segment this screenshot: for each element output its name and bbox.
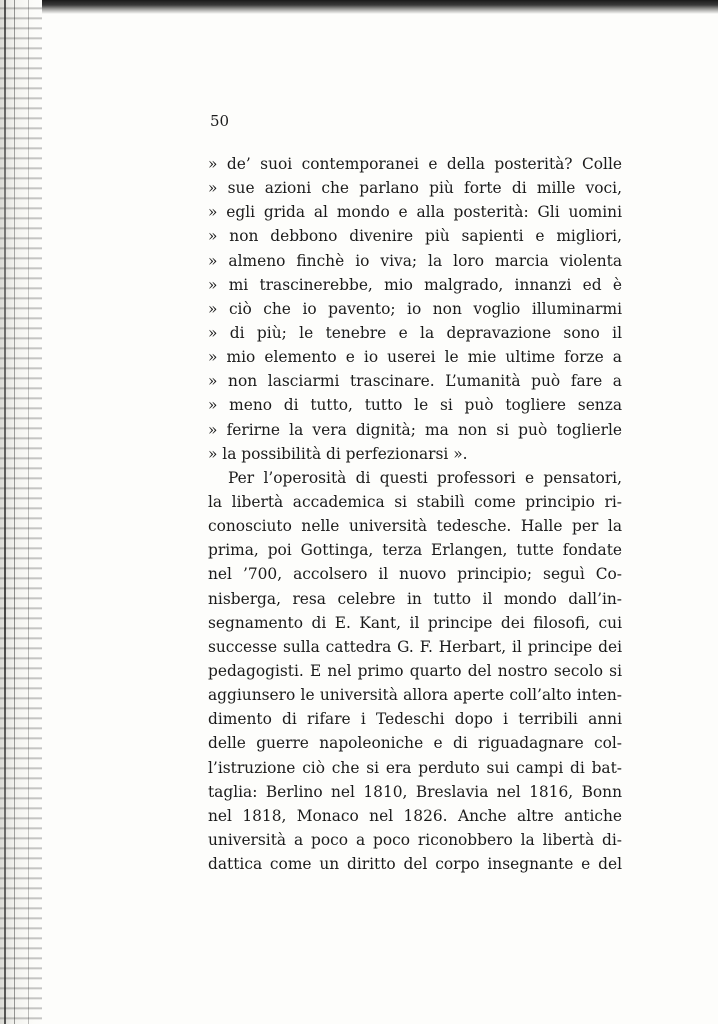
text-line: » mio elemento e io userei le mie ultime forze a <box>208 348 622 367</box>
text-line: » non debbono divenire più sapienti e migliori, <box>208 227 622 246</box>
paragraph-first-line: Per l’operosità di questi professori e pensatori, <box>228 468 622 487</box>
binding-shadow-line <box>4 0 6 1024</box>
text-line: » non lasciarmi trascinare. L’umanità può fare a <box>208 372 622 391</box>
body-text <box>208 152 622 876</box>
text-line: » ciò che io pavento; io non voglio illuminarmi <box>208 299 622 318</box>
page-number: 50 <box>210 112 230 130</box>
text-line: conosciuto nelle università tedesche. Halle per la <box>208 517 622 536</box>
binding-shadow-line <box>14 0 15 1024</box>
text-line: » egli grida al mondo e alla posterità: Gli uomini <box>208 203 622 222</box>
text-line: dattica come un diritto del corpo insegnante e del <box>208 855 622 874</box>
binding-shadow-line <box>28 0 29 1024</box>
scan-top-edge <box>0 0 718 14</box>
text-line: aggiunsero le università allora aperte coll’alto inten- <box>208 686 622 705</box>
text-line: » de’ suoi contemporanei e della posterità? Colle <box>208 155 622 173</box>
text-line: nel ’700, accolsero il nuovo principio; seguì Co- <box>208 565 622 584</box>
text-line: pedagogisti. E nel primo quarto del nostro secolo si <box>208 661 622 680</box>
text-line: segnamento di E. Kant, il principe dei filosofi, cui <box>208 613 622 632</box>
text-line: nisberga, resa celebre in tutto il mondo dall’in- <box>208 589 622 608</box>
text-line: taglia: Berlino nel 1810, Breslavia nel 1816, Bonn <box>208 782 622 801</box>
text-line: » di più; le tenebre e la depravazione sono il <box>208 323 622 342</box>
text-line: prima, poi Gottinga, terza Erlangen, tutte fondate <box>208 541 622 560</box>
text-line: università a poco a poco riconobbero la libertà di- <box>208 830 622 849</box>
text-line: » almeno finchè io viva; la loro marcia violenta <box>208 251 622 270</box>
text-line: » ferirne la vera dignità; ma non si può toglierle <box>208 420 622 439</box>
text-line: » meno di tutto, tutto le si può togliere senza <box>208 396 622 415</box>
text-line: la libertà accademica si stabilì come principio ri- <box>208 492 622 511</box>
text-line: dimento di rifare i Tedeschi dopo i terribili anni <box>208 710 622 729</box>
text-line: » sue azioni che parlano più forte di mille voci, <box>208 179 622 198</box>
text-line: » mi trascinerebbe, mio malgrado, innanzi ed è <box>208 275 622 294</box>
text-line: successe sulla cattedra G. F. Herbart, il principe dei <box>208 637 622 656</box>
text-line: » la possibilità di perfezionarsi ». <box>208 444 468 463</box>
book-binding-edge <box>0 0 42 1024</box>
text-line: l’istruzione ciò che si era perduto sui campi di bat- <box>208 758 622 777</box>
text-line: delle guerre napoleoniche e di riguadagnare col- <box>208 734 622 753</box>
text-line: nel 1818, Monaco nel 1826. Anche altre antiche <box>208 806 622 825</box>
